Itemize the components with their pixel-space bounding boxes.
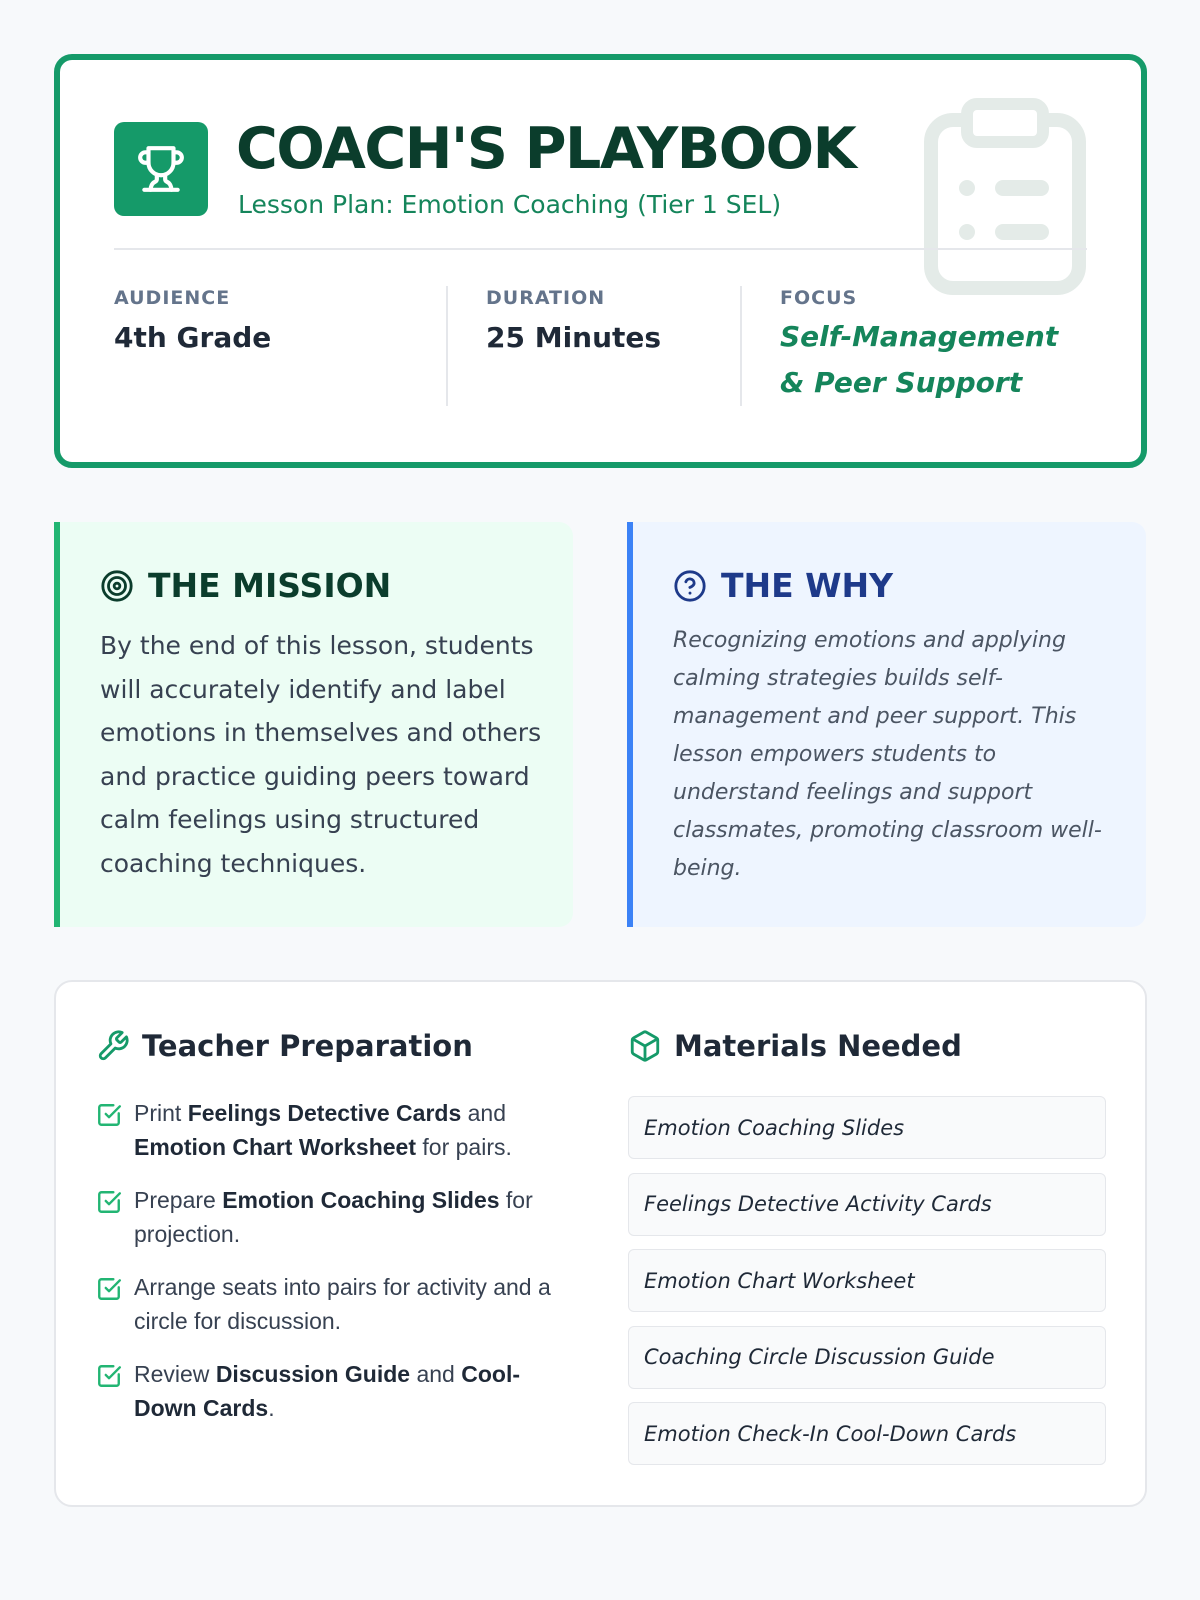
- material-item: Emotion Check-In Cool-Down Cards: [628, 1402, 1106, 1465]
- meta-duration: [446, 286, 742, 406]
- meta-value: 25 Minutes: [486, 321, 662, 354]
- checkbox-check-icon: [96, 1363, 122, 1389]
- preparation-item: [96, 1357, 576, 1425]
- mission-title: THE MISSION: [148, 566, 392, 605]
- preparation-heading: [96, 1026, 473, 1066]
- material-item: Emotion Chart Worksheet: [628, 1249, 1106, 1312]
- preparation-item-text: Print Feelings Detective Cards and Emotion Chart Worksheet for pairs.: [134, 1100, 512, 1160]
- materials-heading: [628, 1026, 962, 1066]
- material-item: Emotion Coaching Slides: [628, 1096, 1106, 1159]
- checkbox-check-icon: [96, 1276, 122, 1302]
- preparation-card: [54, 980, 1147, 1507]
- page-title: COACH'S PLAYBOOK: [236, 116, 856, 182]
- why-text: Recognizing emotions and applying calming strategies builds self-management and peer support. This lesson empowers students to understand feelings and support classmates, promoting classroom well-being.: [673, 628, 1102, 881]
- trophy-badge: [114, 122, 208, 216]
- meta-value: 4th Grade: [114, 321, 272, 354]
- why-heading: [673, 564, 893, 608]
- preparation-title: Teacher Preparation: [142, 1029, 473, 1063]
- why-panel: [627, 522, 1146, 927]
- preparation-item-text: Prepare Emotion Coaching Slides for projection.: [134, 1187, 533, 1247]
- box-icon: [628, 1029, 662, 1063]
- help-circle-icon: [673, 569, 707, 603]
- page-subtitle: Lesson Plan: Emotion Coaching (Tier 1 SEL): [238, 190, 782, 219]
- preparation-item-text: Review Discussion Guide and Cool-Down Cards.: [134, 1361, 520, 1421]
- material-item: Coaching Circle Discussion Guide: [628, 1326, 1106, 1389]
- mission-panel: [54, 522, 573, 927]
- why-title: THE WHY: [721, 566, 894, 605]
- preparation-item-text: Arrange seats into pairs for activity and a circle for discussion.: [134, 1274, 551, 1334]
- preparation-item: [96, 1270, 576, 1338]
- trophy-icon: [136, 144, 186, 194]
- checkbox-check-icon: [96, 1102, 122, 1128]
- materials-title: Materials Needed: [674, 1029, 962, 1063]
- checkbox-check-icon: [96, 1189, 122, 1215]
- materials-list: [628, 1096, 1106, 1479]
- preparation-item: [96, 1183, 576, 1251]
- meta-focus: [740, 286, 1070, 406]
- meta-value: Self-Management & Peer Support: [780, 320, 1059, 399]
- meta-label: AUDIENCE: [114, 287, 231, 309]
- clipboard-list-icon: [923, 98, 1087, 296]
- preparation-item: [96, 1096, 576, 1164]
- meta-label: FOCUS: [780, 287, 858, 309]
- wrench-icon: [96, 1029, 130, 1063]
- material-item: Feelings Detective Activity Cards: [628, 1173, 1106, 1236]
- mission-text: By the end of this lesson, students will accurately identify and label emotions in themselves and others and practice guiding peers toward calm feelings using structured coaching techniques.: [100, 631, 542, 878]
- meta-label: DURATION: [486, 287, 606, 309]
- meta-audience: [114, 286, 446, 406]
- mission-heading: [100, 564, 391, 608]
- lesson-header-card: [54, 54, 1147, 468]
- target-icon: [100, 569, 134, 603]
- preparation-list: [96, 1096, 576, 1444]
- header-divider: [114, 248, 1087, 250]
